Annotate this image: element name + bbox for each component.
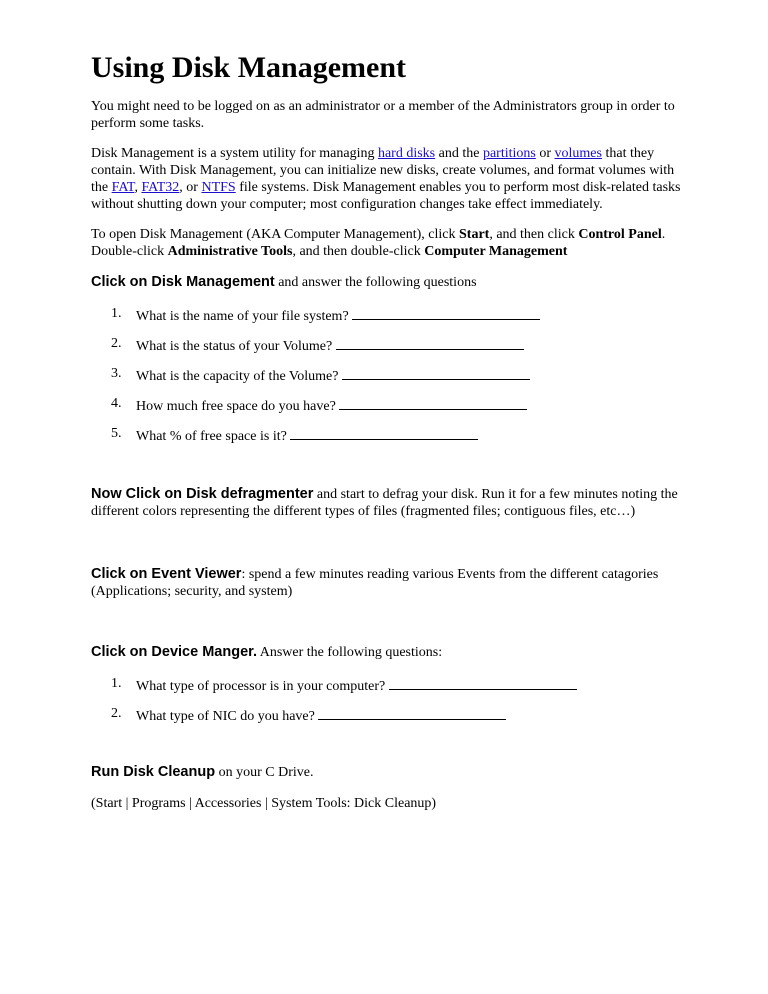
- question-number: 2.: [111, 706, 122, 721]
- page-title: Using Disk Management: [91, 51, 407, 84]
- fat32-link[interactable]: FAT32: [141, 180, 180, 195]
- section-heading: Click on Disk Management: [91, 274, 275, 290]
- answer-blank: [318, 705, 506, 720]
- section-text: : spend a few minutes reading various Events from the different catagories (Applications; security, and system): [91, 567, 659, 599]
- desc-text: , or: [179, 180, 202, 195]
- answer-blank: [352, 305, 540, 320]
- admin-tools-term: Administrative Tools: [167, 244, 293, 259]
- open-text: , and then double-click: [292, 244, 425, 259]
- device-manager-questions: [91, 675, 681, 722]
- disk-management-questions: [91, 305, 681, 442]
- question-text: What % of free space is it?: [136, 429, 291, 444]
- description-paragraph: [91, 145, 681, 213]
- partitions-link[interactable]: partitions: [482, 146, 536, 161]
- question-number: 3.: [111, 366, 122, 381]
- question-item: [91, 305, 681, 322]
- question-item: [91, 365, 681, 382]
- answer-blank: [389, 675, 577, 690]
- open-text: . Double-click: [91, 227, 666, 259]
- start-term: Start: [459, 227, 490, 242]
- question-item: [91, 675, 681, 692]
- intro-paragraph: You might need to be logged on as an administrator or a member of the Administrators group in order to perform some tasks.: [91, 99, 675, 131]
- section-heading: Run Disk Cleanup: [91, 764, 216, 780]
- answer-blank: [290, 425, 478, 440]
- volumes-link[interactable]: volumes: [554, 146, 602, 161]
- desc-text: file systems. Disk Management enables you to perform most disk-related tasks without shutting down your computer; most configuration changes take effect immediately.: [91, 180, 681, 212]
- open-text: , and then click: [489, 227, 579, 242]
- section-heading: Click on Device Manger.: [91, 644, 258, 660]
- ntfs-link[interactable]: NTFS: [201, 180, 236, 195]
- question-number: 1.: [111, 676, 122, 691]
- question-item: [91, 335, 681, 352]
- question-number: 5.: [111, 426, 122, 441]
- disk-cleanup-path: (Start | Programs | Accessories | System Tools: Dick Cleanup): [91, 796, 437, 811]
- section-disk-defragmenter: [91, 486, 681, 520]
- hard-disks-link[interactable]: hard disks: [377, 146, 436, 161]
- answer-blank: [336, 335, 524, 350]
- desc-text: or: [535, 146, 555, 161]
- question-item: [91, 425, 681, 442]
- desc-text: Disk Management is a system utility for managing: [91, 146, 378, 161]
- answer-blank: [342, 365, 530, 380]
- section-text: on your C Drive.: [215, 765, 314, 780]
- section-disk-cleanup: [91, 764, 681, 781]
- question-item: [91, 705, 681, 722]
- open-text: To open Disk Management (AKA Computer Management), click: [91, 227, 459, 242]
- question-text: What type of NIC do you have?: [136, 709, 319, 724]
- question-text: What type of processor is in your computer?: [136, 679, 389, 694]
- question-number: 2.: [111, 336, 122, 351]
- computer-management-term: Computer Management: [424, 244, 568, 259]
- desc-text: ,: [134, 180, 142, 195]
- question-text: How much free space do you have?: [136, 399, 340, 414]
- control-panel-term: Control Panel: [578, 227, 662, 242]
- document-page: [91, 50, 681, 825]
- answer-blank: [339, 395, 527, 410]
- desc-text: that they contain. With Disk Management, you can initialize new disks, create volumes, and format volumes with the: [91, 146, 675, 195]
- fat-link[interactable]: FAT: [111, 180, 135, 195]
- question-text: What is the capacity of the Volume?: [136, 369, 342, 384]
- question-text: What is the status of your Volume?: [136, 339, 336, 354]
- section-text: and start to defrag your disk. Run it for a few minutes noting the different colors representing the different types of files (fragmented files; contiguous files, etc…): [91, 487, 678, 519]
- question-number: 1.: [111, 306, 122, 321]
- section-device-manager: [91, 644, 681, 661]
- question-number: 4.: [111, 396, 122, 411]
- section-heading: Now Click on Disk defragmenter: [91, 486, 314, 502]
- section-text: Answer the following questions:: [257, 645, 443, 660]
- desc-text: and the: [435, 146, 483, 161]
- question-text: What is the name of your file system?: [136, 309, 353, 324]
- question-item: [91, 395, 681, 412]
- open-instructions-paragraph: [91, 226, 681, 260]
- section-disk-management: [91, 274, 681, 291]
- section-event-viewer: [91, 566, 681, 600]
- section-text: and answer the following questions: [274, 275, 477, 290]
- section-heading: Click on Event Viewer: [91, 566, 242, 582]
